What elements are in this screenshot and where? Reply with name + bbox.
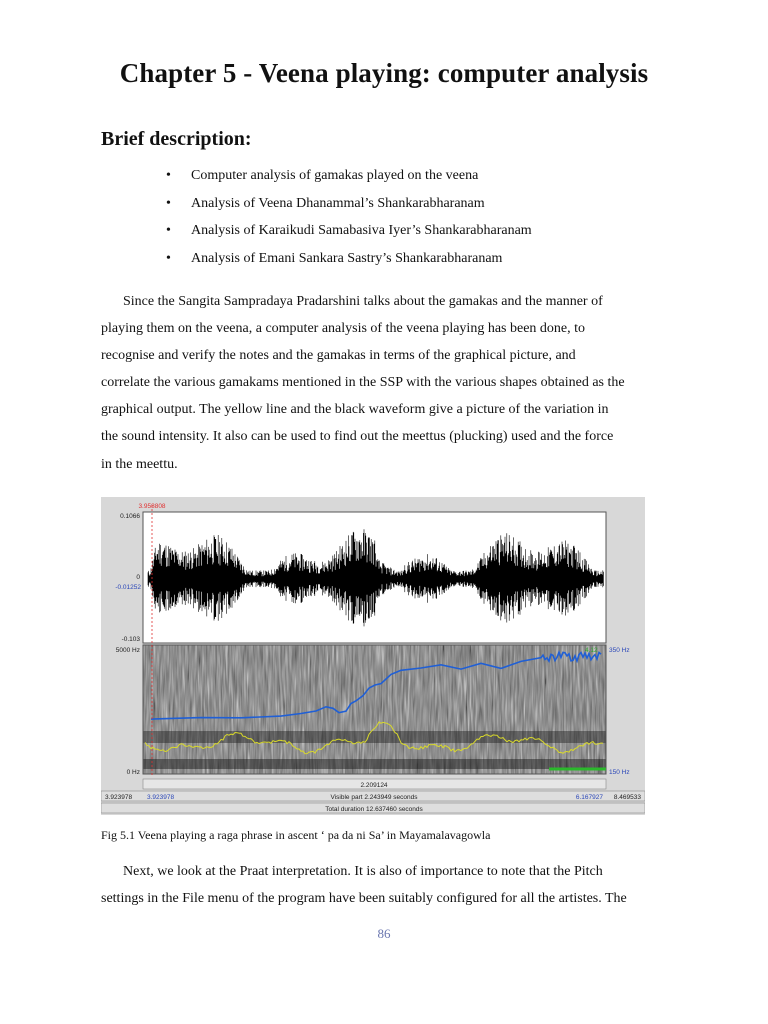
bullet-icon: •: [166, 250, 171, 266]
selection-duration: 2.209124: [360, 782, 388, 789]
frequency-max-label: 5000 Hz: [115, 647, 140, 654]
right-top-value: 4.12: [585, 647, 598, 654]
paragraph-line: in the meettu.: [101, 456, 178, 472]
amplitude-cursor-label: -0.01252: [115, 584, 141, 591]
paragraph-line: correlate the various gamakams mentioned in the SSP with the various shapes obtained as the: [101, 375, 625, 391]
bullet-list: [166, 164, 532, 274]
pitch-floor-label: 150 Hz: [609, 769, 630, 776]
total-duration-label: Total duration 12.637460 seconds: [325, 806, 423, 813]
cursor-time-label: 3.958808: [138, 503, 166, 510]
spectrogram-formant-band: [143, 759, 606, 769]
list-item: • Computer analysis of gamakas played on the veena: [166, 164, 532, 192]
amplitude-max-label: 0.1066: [120, 513, 140, 520]
body-paragraph: [101, 860, 671, 914]
paragraph-line: the sound intensity. It also can be used to find out the meettus (plucking) used and the force: [101, 429, 614, 445]
list-item: • Analysis of Veena Dhanammal’s Shankarabharanam: [166, 192, 532, 220]
section-heading: Brief description:: [101, 128, 252, 150]
window-start-time: 3.923978: [105, 794, 133, 801]
list-item: • Analysis of Emani Sankara Sastry’s Shankarabharanam: [166, 247, 532, 275]
praat-figure: [101, 497, 645, 815]
pitch-ceiling-label: 350 Hz: [609, 647, 630, 654]
list-item: • Analysis of Karaikudi Samabasiva Iyer’s Shankarabharanam: [166, 219, 532, 247]
visible-part-label: Visible part 2.243949 seconds: [330, 794, 418, 801]
page-number: 86: [377, 926, 391, 941]
body-paragraph: [101, 290, 671, 480]
paragraph-line: playing them on the veena, a computer analysis of the veena playing has been done, to: [101, 321, 586, 337]
bullet-icon: •: [166, 195, 171, 211]
paragraph-line: graphical output. The yellow line and the black waveform give a picture of the variation in: [101, 402, 609, 418]
paragraph-line: Since the Sangita Sampradaya Pradarshini talks about the gamakas and the manner of: [123, 294, 603, 309]
paragraph-line: settings in the File menu of the program have been suitably configured for all the artistes. The: [101, 891, 627, 907]
praat-screenshot: [101, 497, 645, 815]
paragraph-line: recognise and verify the notes and the gamakas in terms of the graphical picture, and: [101, 348, 576, 364]
paragraph-line: Next, we look at the Praat interpretation. It is also of importance to note that the Pitch: [123, 864, 603, 879]
visible-end-time: 6.167927: [575, 794, 603, 801]
visible-start-time: 3.923978: [147, 794, 175, 801]
frequency-min-label: 0 Hz: [126, 769, 140, 776]
spectrogram-texture: [143, 645, 606, 774]
amplitude-min-label: -0.103: [121, 636, 140, 643]
bullet-icon: •: [166, 168, 171, 183]
chapter-title: Chapter 5 - Veena playing: computer analysis: [119, 58, 649, 88]
figure-caption: Fig 5.1 Veena playing a raga phrase in ascent ‘ pa da ni Sa’ in Mayamalavagowla: [101, 828, 491, 842]
window-end-time: 8.469533: [613, 794, 641, 801]
bullet-icon: •: [166, 223, 171, 238]
amplitude-zero-label: 0: [136, 574, 140, 581]
spectrogram-formant-band: [143, 731, 606, 743]
